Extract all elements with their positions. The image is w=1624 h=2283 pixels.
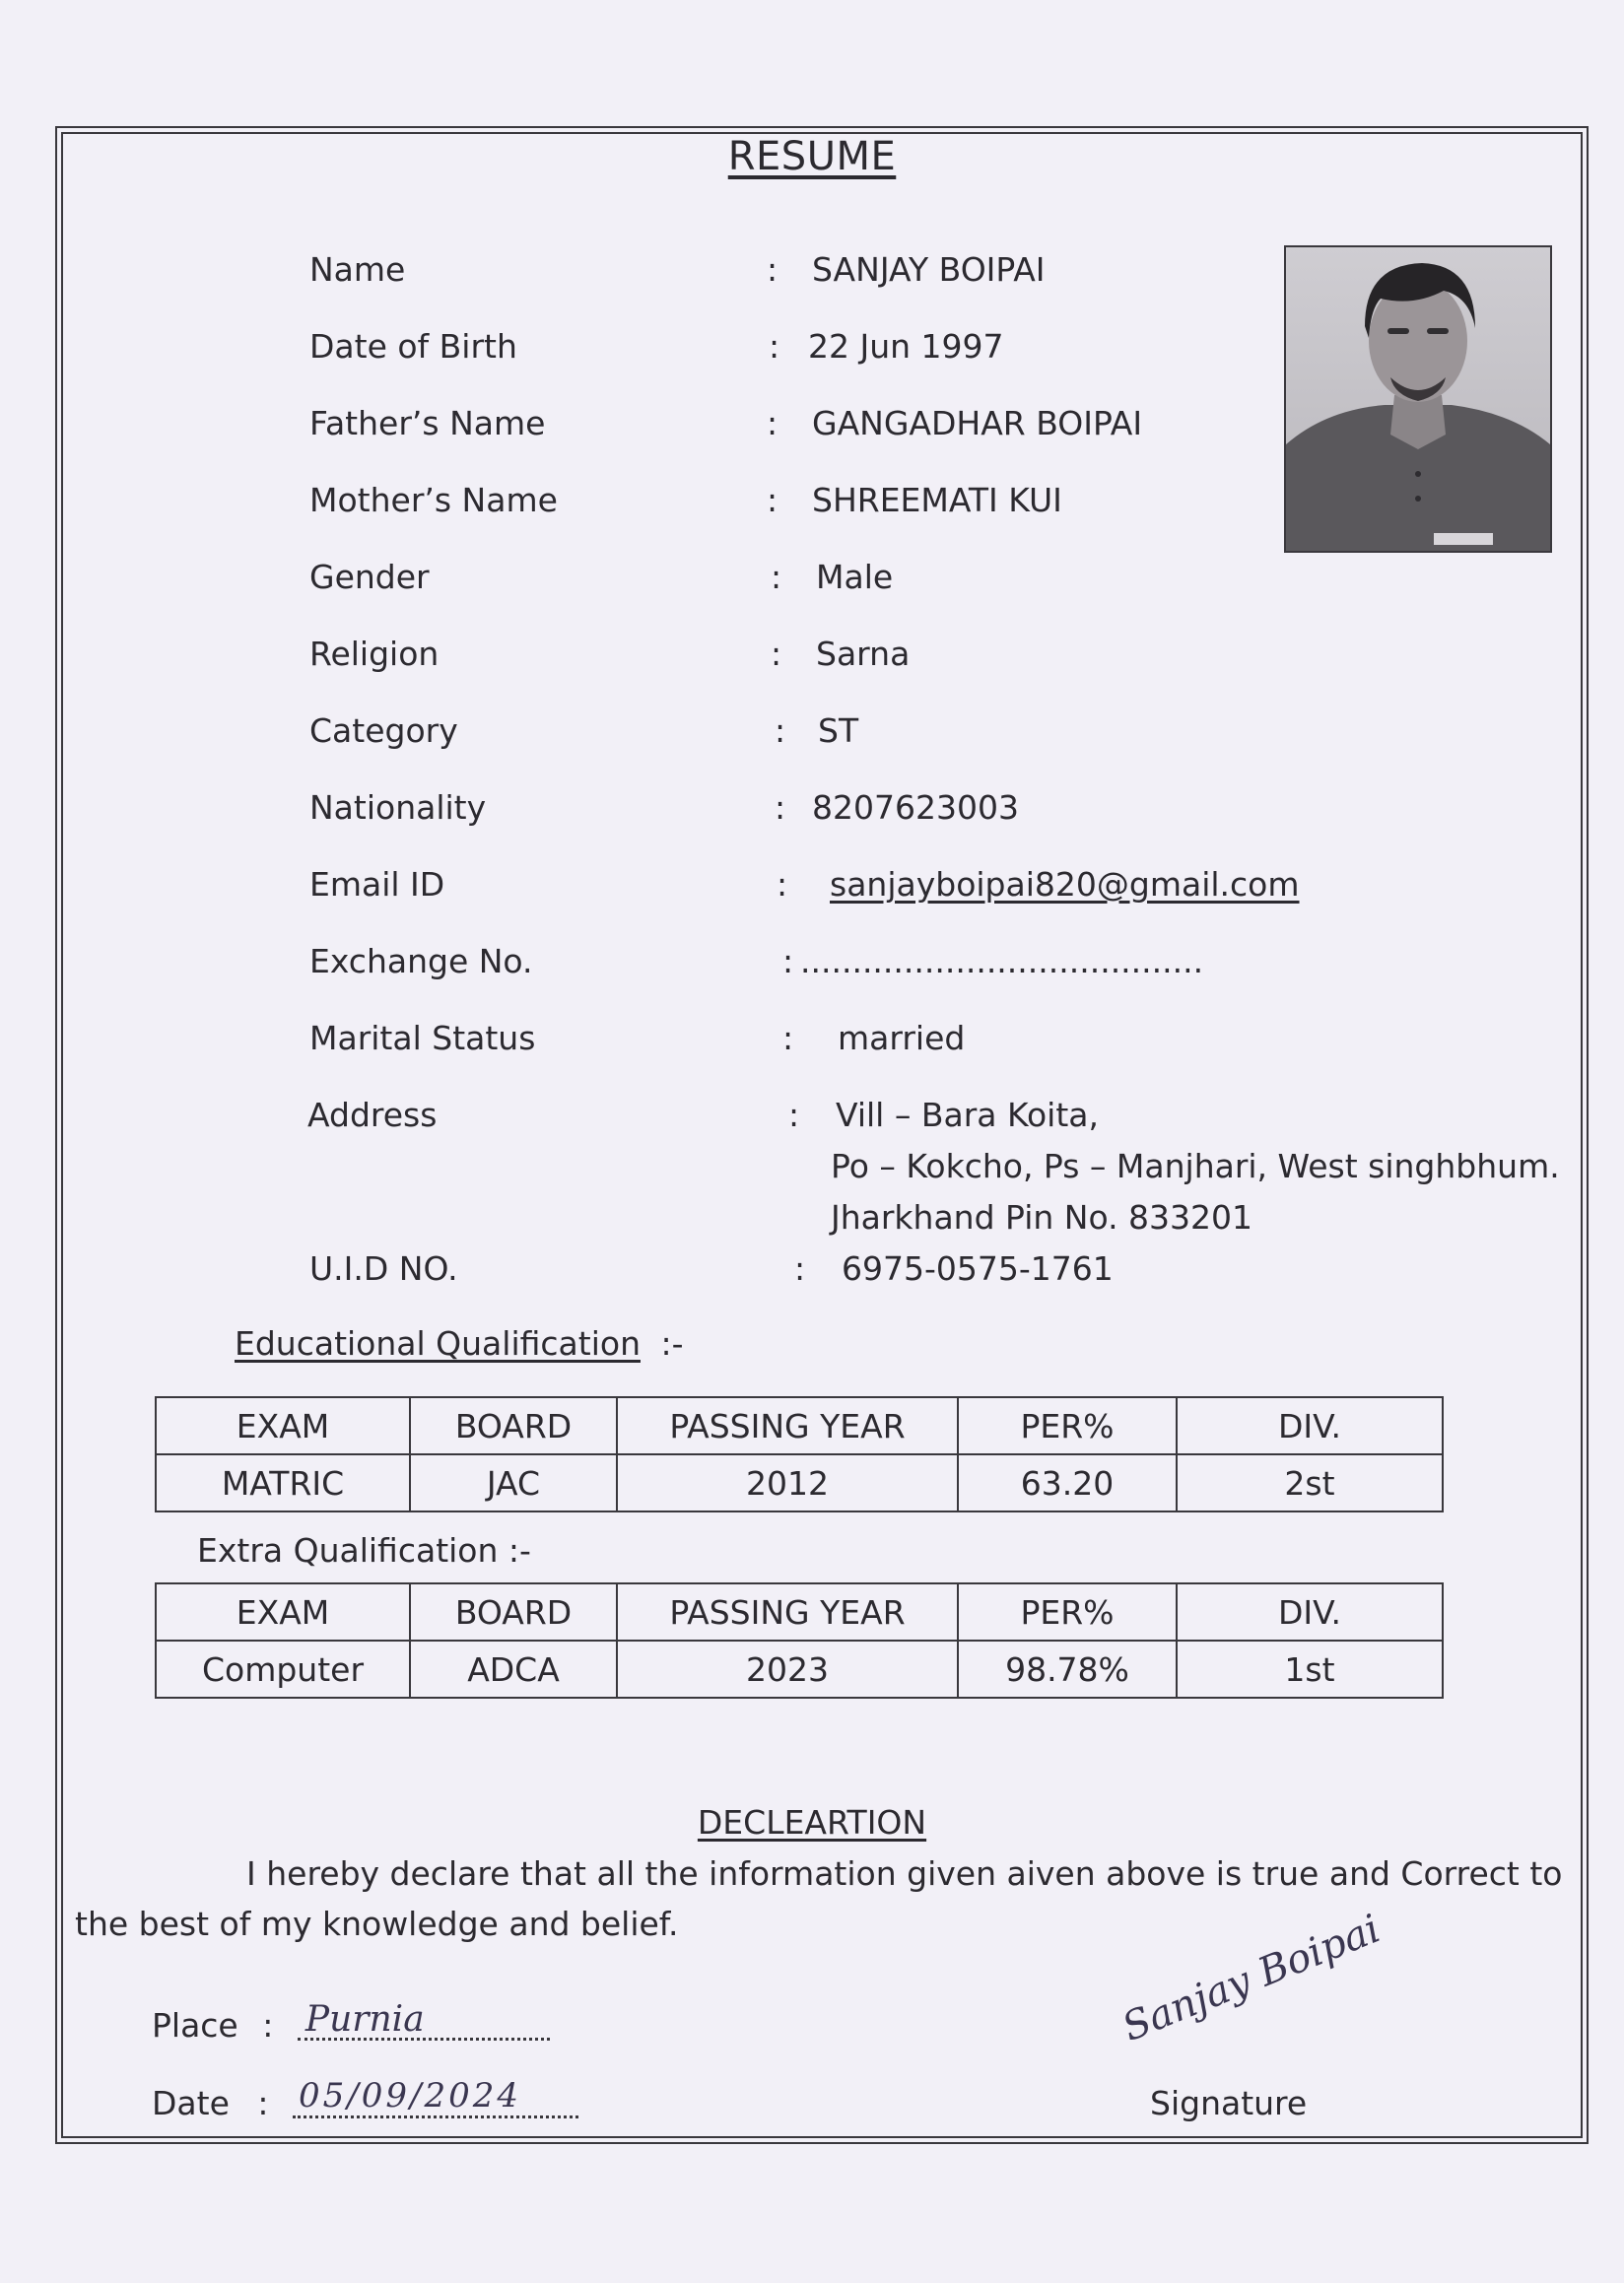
place-handwriting: Purnia	[304, 1999, 425, 2040]
cell-per: 98.78%	[958, 1641, 1177, 1698]
address-line-3: Jharkhand Pin No. 833201	[831, 1198, 1253, 1237]
table-header-row	[156, 1583, 1443, 1641]
email-link[interactable]: sanjayboipai820@gmail.com	[830, 865, 1300, 904]
education-heading	[235, 1324, 684, 1363]
label-dob: Date of Birth	[309, 327, 517, 366]
label-marital: Marital Status	[309, 1019, 536, 1057]
label-exchange: Exchange No.	[309, 942, 533, 980]
cell-year: 2012	[617, 1454, 958, 1511]
education-table	[155, 1396, 1444, 1512]
header-cell: DIV.	[1177, 1397, 1443, 1454]
date-row	[152, 2076, 578, 2122]
place-field	[298, 1999, 550, 2041]
portrait-image	[1286, 247, 1550, 551]
signature-label: Signature	[1150, 2084, 1308, 2122]
extra-heading: Extra Qualification :-	[197, 1531, 531, 1570]
value-marital: married	[838, 1019, 966, 1057]
colon: :	[257, 2084, 269, 2122]
place-row	[152, 1999, 550, 2045]
cell-exam: MATRIC	[156, 1454, 410, 1511]
colon: :	[767, 481, 778, 519]
colon: :	[782, 942, 794, 980]
value-name: SANJAY BOIPAI	[812, 250, 1046, 289]
declaration-title: DECLEARTION	[697, 1803, 927, 1842]
colon: :	[262, 2006, 274, 2045]
colon: :	[771, 558, 782, 596]
value-uid: 6975-0575-1761	[842, 1249, 1114, 1288]
colon: :	[767, 404, 778, 442]
header-cell: BOARD	[410, 1397, 617, 1454]
label-father: Father’s Name	[309, 404, 546, 442]
value-mother: SHREEMATI KUI	[812, 481, 1062, 519]
date-label: Date	[152, 2084, 230, 2122]
colon: :	[782, 1019, 794, 1057]
header-cell: PER%	[958, 1397, 1177, 1454]
header-cell: EXAM	[156, 1583, 410, 1641]
colon: :	[777, 865, 788, 904]
table-header-row	[156, 1397, 1443, 1454]
cell-exam: Computer	[156, 1641, 410, 1698]
education-heading-text: Educational Qualification	[235, 1324, 641, 1363]
colon: :	[794, 1249, 806, 1288]
value-father: GANGADHAR BOIPAI	[812, 404, 1143, 442]
colon: :	[767, 250, 778, 289]
date-handwriting: 05/09/2024	[299, 2076, 521, 2115]
signature-handwriting: Sanjay Boipai	[1116, 1906, 1387, 2050]
address-line-1: Vill – Bara Koita,	[836, 1096, 1099, 1134]
label-category: Category	[309, 711, 458, 750]
education-heading-suffix: :-	[660, 1324, 684, 1363]
place-label: Place	[152, 2006, 238, 2045]
header-cell: DIV.	[1177, 1583, 1443, 1641]
table-row	[156, 1454, 1443, 1511]
profile-photo	[1284, 245, 1552, 553]
label-religion: Religion	[309, 635, 440, 673]
cell-board: ADCA	[410, 1641, 617, 1698]
header-cell: PASSING YEAR	[617, 1397, 958, 1454]
header-cell: BOARD	[410, 1583, 617, 1641]
label-mother: Mother’s Name	[309, 481, 558, 519]
page-title: RESUME	[727, 134, 897, 179]
value-gender: Male	[816, 558, 894, 596]
header-cell: PASSING YEAR	[617, 1583, 958, 1641]
colon: :	[775, 711, 786, 750]
value-exchange: .......................................	[800, 942, 1204, 980]
label-name: Name	[309, 250, 406, 289]
header-cell: EXAM	[156, 1397, 410, 1454]
value-religion: Sarna	[816, 635, 911, 673]
cell-div: 1st	[1177, 1641, 1443, 1698]
value-nationality: 8207623003	[812, 788, 1019, 827]
label-gender: Gender	[309, 558, 430, 596]
colon: :	[775, 788, 786, 827]
cell-board: JAC	[410, 1454, 617, 1511]
header-cell: PER%	[958, 1583, 1177, 1641]
value-dob: 22 Jun 1997	[808, 327, 1004, 366]
date-field	[293, 2076, 578, 2118]
declaration-text: I hereby declare that all the information given aiven above is true and Correct to the best of my knowledge and belief.	[75, 1854, 1563, 1943]
label-uid: U.I.D NO.	[309, 1249, 458, 1288]
address-line-2: Po – Kokcho, Ps – Manjhari, West singhbhum.	[831, 1147, 1560, 1185]
label-address: Address	[307, 1096, 438, 1134]
value-category: ST	[818, 711, 859, 750]
cell-year: 2023	[617, 1641, 958, 1698]
table-row	[156, 1641, 1443, 1698]
label-nationality: Nationality	[309, 788, 487, 827]
extra-table	[155, 1582, 1444, 1699]
cell-per: 63.20	[958, 1454, 1177, 1511]
label-email: Email ID	[309, 865, 445, 904]
cell-div: 2st	[1177, 1454, 1443, 1511]
colon: :	[788, 1096, 800, 1134]
colon: :	[769, 327, 780, 366]
colon: :	[771, 635, 782, 673]
